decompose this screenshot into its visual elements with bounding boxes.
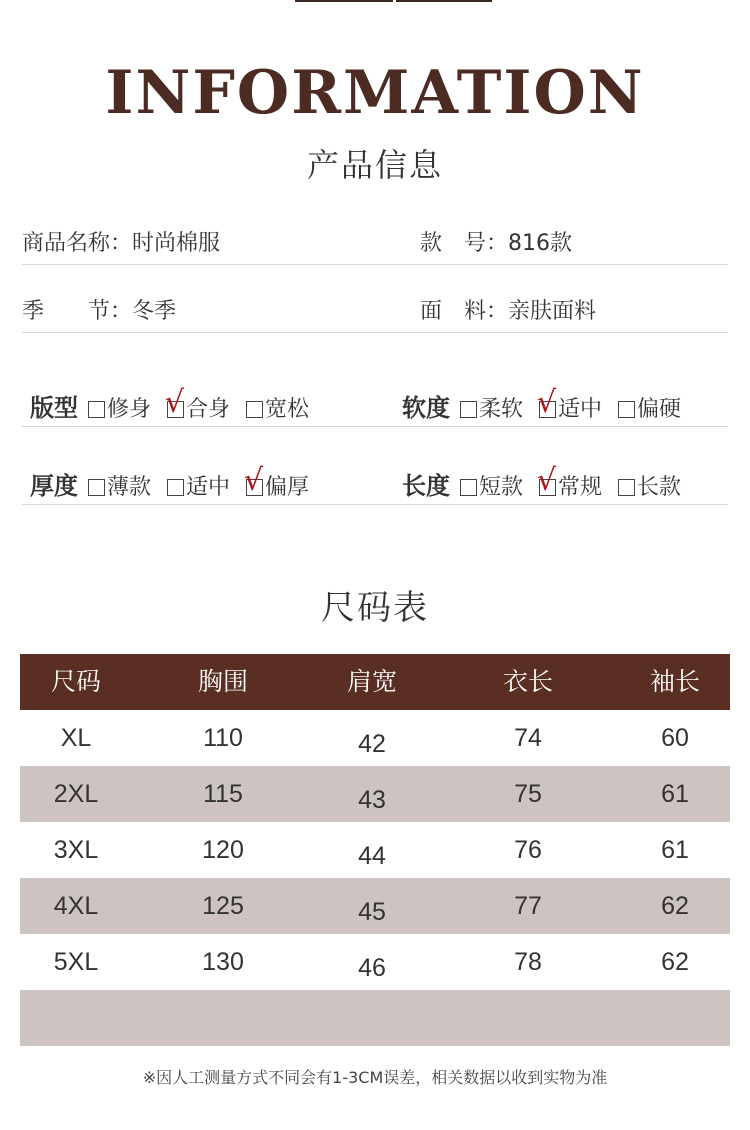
table-header-cell: 尺码: [50, 667, 101, 696]
option-label: 长款: [637, 475, 682, 500]
size-table-header: [20, 654, 730, 710]
title-chinese: 产品信息: [306, 146, 443, 184]
info-value: 亲肤面料: [508, 299, 597, 324]
info-key: 款 号：: [420, 231, 509, 256]
size-table-body: [20, 710, 730, 990]
table-cell: 110: [203, 724, 243, 752]
table-cell: 120: [202, 836, 244, 864]
option-item[interactable]: [244, 463, 310, 501]
table-row: [20, 822, 730, 878]
checkbox-checked[interactable]: [244, 463, 264, 498]
table-cell: 74: [514, 724, 542, 752]
checkbox-unchecked[interactable]: [88, 479, 105, 496]
check-mark-icon: √: [537, 385, 557, 420]
table-cell: 60: [661, 724, 689, 752]
table-cell: 75: [514, 780, 542, 808]
checkbox-checked[interactable]: [165, 385, 185, 420]
option-label: 适中: [186, 475, 231, 500]
checkbox-unchecked[interactable]: [88, 401, 105, 418]
checkbox-unchecked[interactable]: [460, 401, 477, 418]
info-key: 面 料：: [420, 299, 509, 324]
checkbox-unchecked[interactable]: [618, 479, 635, 496]
checkbox-checked[interactable]: [537, 463, 557, 498]
table-cell: 61: [661, 836, 689, 864]
table-header-cell: 胸围: [197, 667, 248, 696]
table-row: [20, 766, 730, 822]
measurement-note: ※因人工测量方式不同会有1-3CM误差，相关数据以收到实物为准: [142, 1068, 608, 1087]
info-key: 商品名称：: [22, 231, 133, 256]
option-label: 修身: [107, 397, 152, 422]
option-item[interactable]: [88, 470, 151, 501]
option-item[interactable]: [246, 392, 309, 423]
table-cell: 46: [358, 954, 386, 982]
table-cell: 61: [661, 780, 689, 808]
table-cell: 115: [203, 780, 243, 808]
option-label: 合身: [186, 397, 231, 422]
option-group-label: 厚度: [30, 472, 78, 500]
option-row: [22, 385, 728, 427]
option-item[interactable]: [460, 470, 523, 501]
option-row: [22, 463, 728, 505]
option-group: [30, 385, 325, 423]
info-row: [22, 294, 728, 333]
option-item[interactable]: [167, 470, 230, 501]
option-item[interactable]: [618, 392, 681, 423]
top-divider-right: [396, 0, 492, 2]
checkbox-unchecked[interactable]: [246, 401, 263, 418]
top-divider-left: [295, 0, 393, 2]
option-group: [402, 385, 697, 423]
option-item[interactable]: [537, 463, 603, 501]
option-label: 适中: [558, 397, 603, 422]
table-cell: 5XL: [53, 948, 99, 976]
checkbox-unchecked[interactable]: [460, 479, 477, 496]
option-group: [402, 463, 697, 501]
info-value: 816款: [508, 231, 573, 256]
table-cell: 45: [358, 898, 386, 926]
option-label: 常规: [558, 475, 603, 500]
table-cell: 77: [514, 892, 542, 920]
table-row-empty: [20, 990, 730, 1046]
option-label: 柔软: [479, 397, 524, 422]
option-group: [30, 463, 325, 501]
table-cell: 3XL: [53, 836, 99, 864]
option-group-label: 长度: [402, 472, 450, 500]
option-item[interactable]: [88, 392, 151, 423]
table-cell: 62: [661, 948, 689, 976]
table-row: [20, 878, 730, 934]
table-cell: 125: [202, 892, 244, 920]
info-value: 时尚棉服: [132, 231, 221, 256]
table-cell: 44: [358, 842, 386, 870]
table-cell: 43: [358, 786, 386, 814]
table-cell: 4XL: [53, 892, 99, 920]
table-cell: 78: [514, 948, 542, 976]
table-cell: 76: [514, 836, 542, 864]
table-cell: 130: [202, 948, 244, 976]
option-group-label: 版型: [30, 394, 78, 422]
table-header-cell: 肩宽: [346, 667, 397, 696]
table-header-cell: 袖长: [649, 667, 700, 696]
checkbox-checked[interactable]: [537, 385, 557, 420]
option-label: 宽松: [265, 397, 310, 422]
option-item[interactable]: [165, 385, 231, 423]
option-group-label: 软度: [402, 394, 450, 422]
option-item[interactable]: [537, 385, 603, 423]
option-label: 偏厚: [265, 475, 310, 500]
size-table-title: 尺码表: [321, 588, 429, 628]
option-label: 短款: [479, 475, 524, 500]
checkbox-unchecked[interactable]: [618, 401, 635, 418]
table-row: [20, 710, 730, 766]
option-label: 偏硬: [637, 397, 682, 422]
option-item[interactable]: [460, 392, 523, 423]
title-english: INFORMATION: [105, 58, 645, 128]
info-key: 季 节：: [22, 299, 133, 324]
info-row: [22, 226, 728, 265]
table-row: [20, 934, 730, 990]
checkbox-unchecked[interactable]: [167, 479, 184, 496]
check-mark-icon: √: [165, 385, 185, 420]
info-value: 冬季: [132, 299, 177, 324]
table-cell: 42: [358, 730, 386, 758]
table-header-cell: 衣长: [502, 667, 553, 696]
size-table: [20, 654, 730, 1046]
check-mark-icon: √: [537, 463, 557, 498]
table-cell: 2XL: [53, 780, 99, 808]
table-cell: XL: [60, 724, 92, 752]
option-label: 薄款: [107, 475, 152, 500]
table-cell: 62: [661, 892, 689, 920]
check-mark-icon: √: [244, 463, 264, 498]
option-item[interactable]: [618, 470, 681, 501]
